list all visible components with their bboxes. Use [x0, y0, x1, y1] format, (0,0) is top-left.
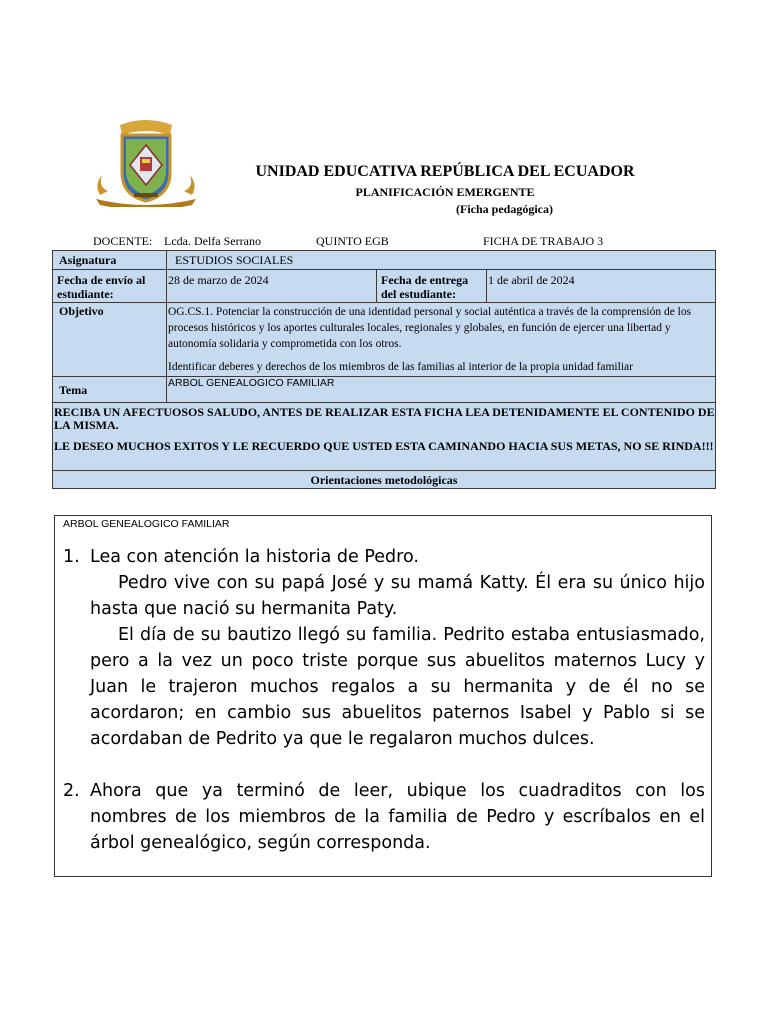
- asignatura-label: Asignatura: [53, 251, 167, 270]
- objetivo-value: [167, 303, 716, 377]
- docente-name: Lcda. Delfa Serrano: [164, 234, 261, 248]
- tema-value: ARBOL GENEALOGICO FAMILIAR: [167, 377, 716, 403]
- activity-box-title: ARBOL GENEALOGICO FAMILIAR: [63, 518, 230, 530]
- story-paragraph-2: El día de su bautizo llegó su familia. Pedrito estaba entusiasmado, pero a la vez un poco triste porque sus abuelitos maternos Lucy y Juan le trajeron muchos regalos a su hermanita y de él no se acordaron; en cambio sus abuelitos paternos Isabel y Pablo si se acordaban de Pedrito ya que le regalaron muchos dulces.: [90, 625, 705, 749]
- objetivo-general: OG.CS.1. Potenciar la construcción de una identidad personal y social auténtica a través de la comprensión de los procesos históricos y los aportes culturales locales, regionales y globales, en función de ejercer una libertad y autonomía solidaria y comprometida con los otros.: [168, 306, 692, 350]
- activity-box: [54, 515, 712, 877]
- list-item: [63, 544, 705, 752]
- list-item: [63, 778, 705, 856]
- item-text: [90, 778, 705, 856]
- institution-title: UNIDAD EDUCATIVA REPÚBLICA DEL ECUADOR: [255, 163, 635, 180]
- asignatura-value: ESTUDIOS SOCIALES: [167, 251, 716, 270]
- envio-label: Fecha de envío al estudiante:: [53, 270, 167, 303]
- objetivo-label: Objetivo: [53, 303, 167, 377]
- entrega-label: Fecha de entrega del estudiante:: [377, 270, 487, 303]
- greeting-line-1: RECIBA UN AFECTUOSOS SALUDO, ANTES DE REALIZAR ESTA FICHA LEA DETENIDAMENTE EL CONTENIDO DE LA MISMA.: [54, 405, 715, 432]
- item-2-instruction: Ahora que ya terminó de leer, ubique los cuadraditos con los nombres de los miembros de la familia de Pedro y escríbalos en el árbol genealógico, según corresponda.: [90, 781, 705, 853]
- story-paragraph-1: Pedro vive con su papá José y su mamá Katty. Él era su único hijo hasta que nació su hermanita Paty.: [90, 573, 705, 619]
- greeting-line-2: LE DESEO MUCHOS EXITOS Y LE RECUERDO QUE USTED ESTA CAMINANDO HACIA SUS METAS, NO SE RINDA!!!: [54, 439, 714, 453]
- entrega-value: 1 de abril de 2024: [487, 270, 716, 303]
- plan-subtitle: PLANIFICACIÓN EMERGENTE: [355, 185, 535, 199]
- worksheet-label: FICHA DE TRABAJO 3: [483, 234, 604, 248]
- greeting-message: [53, 403, 716, 471]
- item-number: 2.: [63, 781, 80, 801]
- item-text: [90, 544, 705, 752]
- school-crest-logo: [92, 115, 200, 207]
- sheet-type: (Ficha pedagógica): [456, 202, 553, 216]
- envio-value: 28 de marzo de 2024: [167, 270, 377, 303]
- item-1-intro: Lea con atención la historia de Pedro.: [90, 547, 419, 567]
- orientaciones-heading: Orientaciones metodológicas: [53, 471, 716, 489]
- tema-label: Tema: [53, 377, 167, 403]
- activity-list: [63, 544, 705, 856]
- objetivo-especifico: Identificar deberes y derechos de los miembros de las familias al interior de la propia unidad familiar: [168, 361, 633, 373]
- docente-label: DOCENTE:: [93, 234, 153, 248]
- grade-label: QUINTO EGB: [316, 234, 389, 248]
- item-number: 1.: [63, 547, 80, 567]
- info-table: [52, 250, 716, 489]
